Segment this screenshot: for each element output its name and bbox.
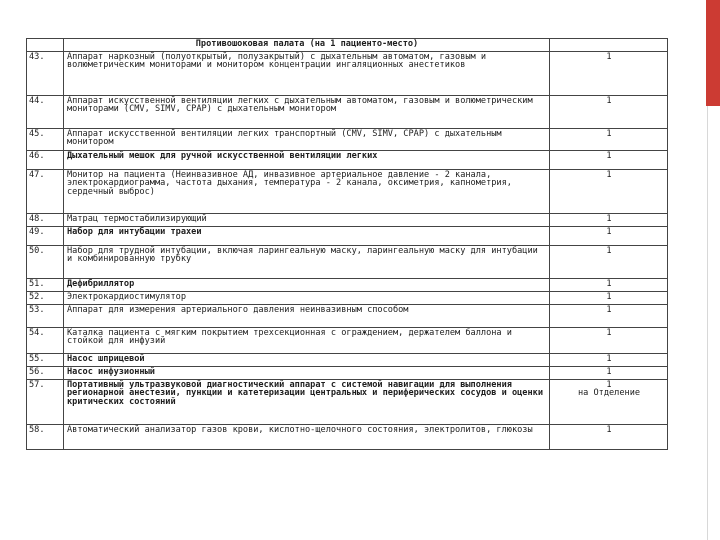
row-number: 50.	[27, 246, 64, 279]
quantity-cell	[550, 305, 668, 328]
quantity-value: 1	[606, 151, 612, 161]
table-row	[27, 151, 668, 170]
quantity-value: 1	[606, 354, 612, 364]
table-row	[27, 279, 668, 292]
quantity-cell	[550, 292, 668, 305]
row-number: 45.	[27, 129, 64, 151]
quantity-cell	[550, 246, 668, 279]
equipment-name: Монитор на пациента (Неинвазивное АД, инвазивное артериальное давление - 2 канала, электрокардиограмма, частота дыхания, температура - 2 канала, оксиметрия, капнометрия, сердечный выброс)	[64, 170, 550, 214]
row-number: 49.	[27, 227, 64, 246]
equipment-name: Аппарат для измерения артериального давления неинвазивным способом	[64, 305, 550, 328]
equipment-name: Насос инфузионный	[64, 367, 550, 380]
quantity-value: 1	[606, 214, 612, 224]
equipment-name: Дыхательный мешок для ручной искусственной вентиляции легких	[64, 151, 550, 170]
quantity-value: 1	[606, 425, 612, 435]
table-row	[27, 227, 668, 246]
equipment-name: Портативный ультразвуковой диагностический аппарат с системой навигации для выполнения регионарной анестезии, пункции и катетеризации центральных и периферических сосудов и оценки критических состояний	[64, 380, 550, 425]
quantity-cell	[550, 279, 668, 292]
table-row	[27, 380, 668, 425]
table-row	[27, 328, 668, 354]
table-row	[27, 214, 668, 227]
equipment-name: Аппарат искусственной вентиляции легких с дыхательным автоматом, газовым и волюметрическим мониторами (CMV, SIMV, CPAP) с дыхательным монитором	[64, 96, 550, 129]
row-number: 43.	[27, 52, 64, 96]
equipment-name: Каталка пациента с мягким покрытием трехсекционная с ограждением, держателем баллона и стойкой для инфузий	[64, 328, 550, 354]
table-row	[27, 305, 668, 328]
quantity-cell	[550, 425, 668, 450]
quantity-cell	[550, 214, 668, 227]
accent-bar	[706, 0, 720, 106]
quantity-value: 1	[606, 170, 612, 180]
quantity-cell	[550, 129, 668, 151]
equipment-name: Дефибриллятор	[64, 279, 550, 292]
quantity-value: 1	[606, 367, 612, 377]
table-row	[27, 96, 668, 129]
quantity-value: 1	[606, 96, 612, 106]
quantity-cell	[550, 170, 668, 214]
row-number: 44.	[27, 96, 64, 129]
quantity-value: 1	[606, 305, 612, 315]
table-row	[27, 129, 668, 151]
row-number: 48.	[27, 214, 64, 227]
quantity-cell	[550, 52, 668, 96]
quantity-value: 1	[606, 380, 612, 390]
quantity-value: 1	[606, 292, 612, 302]
table-row	[27, 52, 668, 96]
quantity-note: на Отделение	[577, 388, 641, 399]
equipment-name: Автоматический анализатор газов крови, кислотно-щелочного состояния, электролитов, глюкозы	[64, 425, 550, 450]
row-number: 54.	[27, 328, 64, 354]
equipment-name: Набор для трудной интубации, включая ларингеальную маску, ларингеальную маску для интубации и комбинированную трубку	[64, 246, 550, 279]
row-number: 53.	[27, 305, 64, 328]
section-title: Противошоковая палата (на 1 пациенто-место)	[64, 39, 550, 52]
equipment-table	[26, 38, 668, 450]
table-row	[27, 354, 668, 367]
quantity-cell	[550, 328, 668, 354]
row-number: 55.	[27, 354, 64, 367]
row-number: 56.	[27, 367, 64, 380]
table-body	[27, 39, 668, 450]
row-number: 58.	[27, 425, 64, 450]
header-num-cell	[27, 39, 64, 52]
table-row	[27, 170, 668, 214]
table-row	[27, 292, 668, 305]
quantity-value: 1	[606, 328, 612, 338]
row-number: 46.	[27, 151, 64, 170]
equipment-name: Насос шприцевой	[64, 354, 550, 367]
quantity-value: 1	[606, 246, 612, 256]
equipment-name: Набор для интубации трахеи	[64, 227, 550, 246]
table-row	[27, 246, 668, 279]
slide-edge-line	[707, 106, 708, 540]
quantity-cell	[550, 354, 668, 367]
quantity-cell	[550, 227, 668, 246]
quantity-cell	[550, 380, 668, 425]
row-number: 57.	[27, 380, 64, 425]
header-qty-cell	[550, 39, 668, 52]
quantity-value: 1	[606, 279, 612, 289]
section-header-row	[27, 39, 668, 52]
quantity-value: 1	[606, 227, 612, 237]
row-number: 47.	[27, 170, 64, 214]
quantity-cell	[550, 96, 668, 129]
quantity-cell	[550, 151, 668, 170]
row-number: 52.	[27, 292, 64, 305]
equipment-name: Электрокардиостимулятор	[64, 292, 550, 305]
row-number: 51.	[27, 279, 64, 292]
quantity-value: 1	[606, 129, 612, 139]
equipment-name: Матрац термостабилизирующий	[64, 214, 550, 227]
equipment-name: Аппарат наркозный (полуоткрытый, полузакрытый) с дыхательным автоматом, газовым и волюметрическим мониторами и монитором концентрации ингаляционных анестетиков	[64, 52, 550, 96]
equipment-name: Аппарат искусственной вентиляции легких транспортный (CMV, SIMV, CPAP) с дыхательным монитором	[64, 129, 550, 151]
table-row	[27, 367, 668, 380]
table-row	[27, 425, 668, 450]
quantity-cell	[550, 367, 668, 380]
quantity-value: 1	[606, 52, 612, 62]
